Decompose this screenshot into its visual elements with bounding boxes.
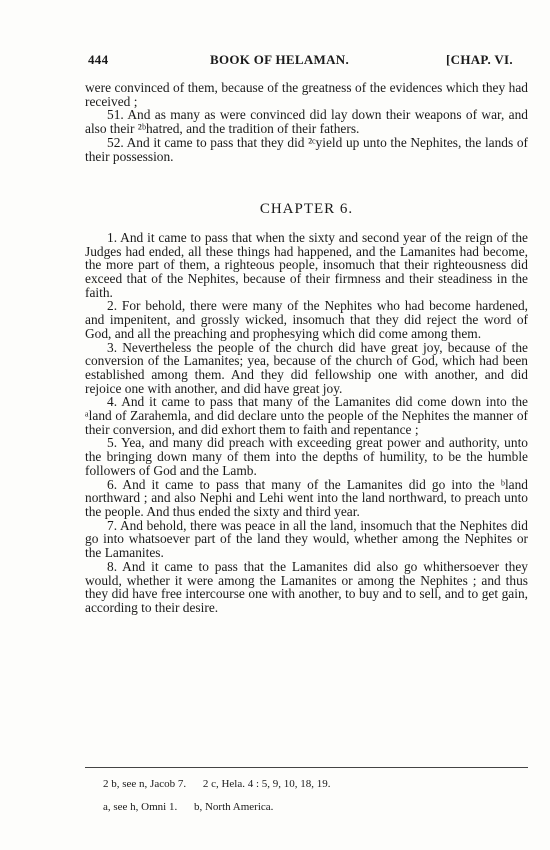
- page-number: 444: [88, 52, 109, 67]
- verse-4: 4. And it came to pass that many of the Lamanites did come down into the ᵃland of Zarahemla, and did declare unto the people of the Nephites the manner of their conversion, and did exhort them to faith and repentance ;: [85, 394, 528, 437]
- footnote-2c: 2 c, Hela. 4 : 5, 9, 10, 18, 19.: [202, 778, 331, 790]
- footnote-line: [103, 801, 528, 814]
- footnotes: [85, 767, 528, 824]
- book-title: BOOK OF HELAMAN.: [210, 52, 350, 67]
- footnote-b: b, North America.: [193, 801, 274, 813]
- verse-52: 52. And it came to pass that they did ²ᶜyield up unto the Nephites, the lands of their possession.: [85, 134, 528, 164]
- verse-6: 6. And it came to pass that many of the Lamanites did go into the ᵇland northward ; and also Nephi and Lehi went into the land northward, to preach unto the people. And thus ended the sixty and third year.: [85, 476, 528, 519]
- verse-3: 3. Nevertheless the people of the church did have great joy, because of the conversion of the Lamanites; yea, because of the church of God, which had been established among them. And they did fellowship one with another, and did rejoice one with another, and did have great joy.: [85, 339, 528, 396]
- verse-7: 7. And behold, there was peace in all the land, insomuch that the Nephites did go into whatsoever part of the land they would, whether among the Nephites or the Lamanites.: [85, 517, 528, 561]
- verse-5: 5. Yea, and many did preach with exceeding great power and authority, unto the bringing down many of them into the depths of humility, to be the humble followers of God and the Lamb.: [85, 435, 528, 478]
- verse-8: 8. And it came to pass that the Lamanites did also go whithersoever they would, whether it were among the Lamanites or among the Nephites ; and thus they did have free intercourse one with another, to buy and to sell, and to get gain, according to their desire.: [85, 558, 528, 615]
- continued-paragraph: were convinced of them, because of the greatness of the evidences which they had received ;: [85, 80, 528, 109]
- chapter-heading: CHAPTER 6.: [259, 201, 354, 218]
- page-body: [85, 81, 528, 615]
- footnote-2b: 2 b, see n, Jacob 7.: [103, 778, 187, 790]
- footnote-line: [103, 778, 528, 791]
- verse-2: 2. For behold, there were many of the Nephites who had become hardened, and impenitent, and grossly wicked, insomuch that they did reject the word of God, and all the preaching and prophesying which did come among them.: [85, 298, 528, 341]
- footnote-a: a, see h, Omni 1.: [103, 801, 178, 813]
- verse-1: 1. And it came to pass that when the sixty and second year of the reign of the Judges had ended, all these things had happened, and the Lamanites had become, the more part of them, a righteous people, insomuch that their righteousness did exceed that of the Nephites, because of their firmness and their steadiness in the faith.: [85, 229, 528, 300]
- verse-51: 51. And as many as were convinced did lay down their weapons of war, and also their ²ᵇhatred, and the tradition of their fathers.: [85, 107, 528, 137]
- chapter-reference: [CHAP. VI.: [446, 52, 513, 67]
